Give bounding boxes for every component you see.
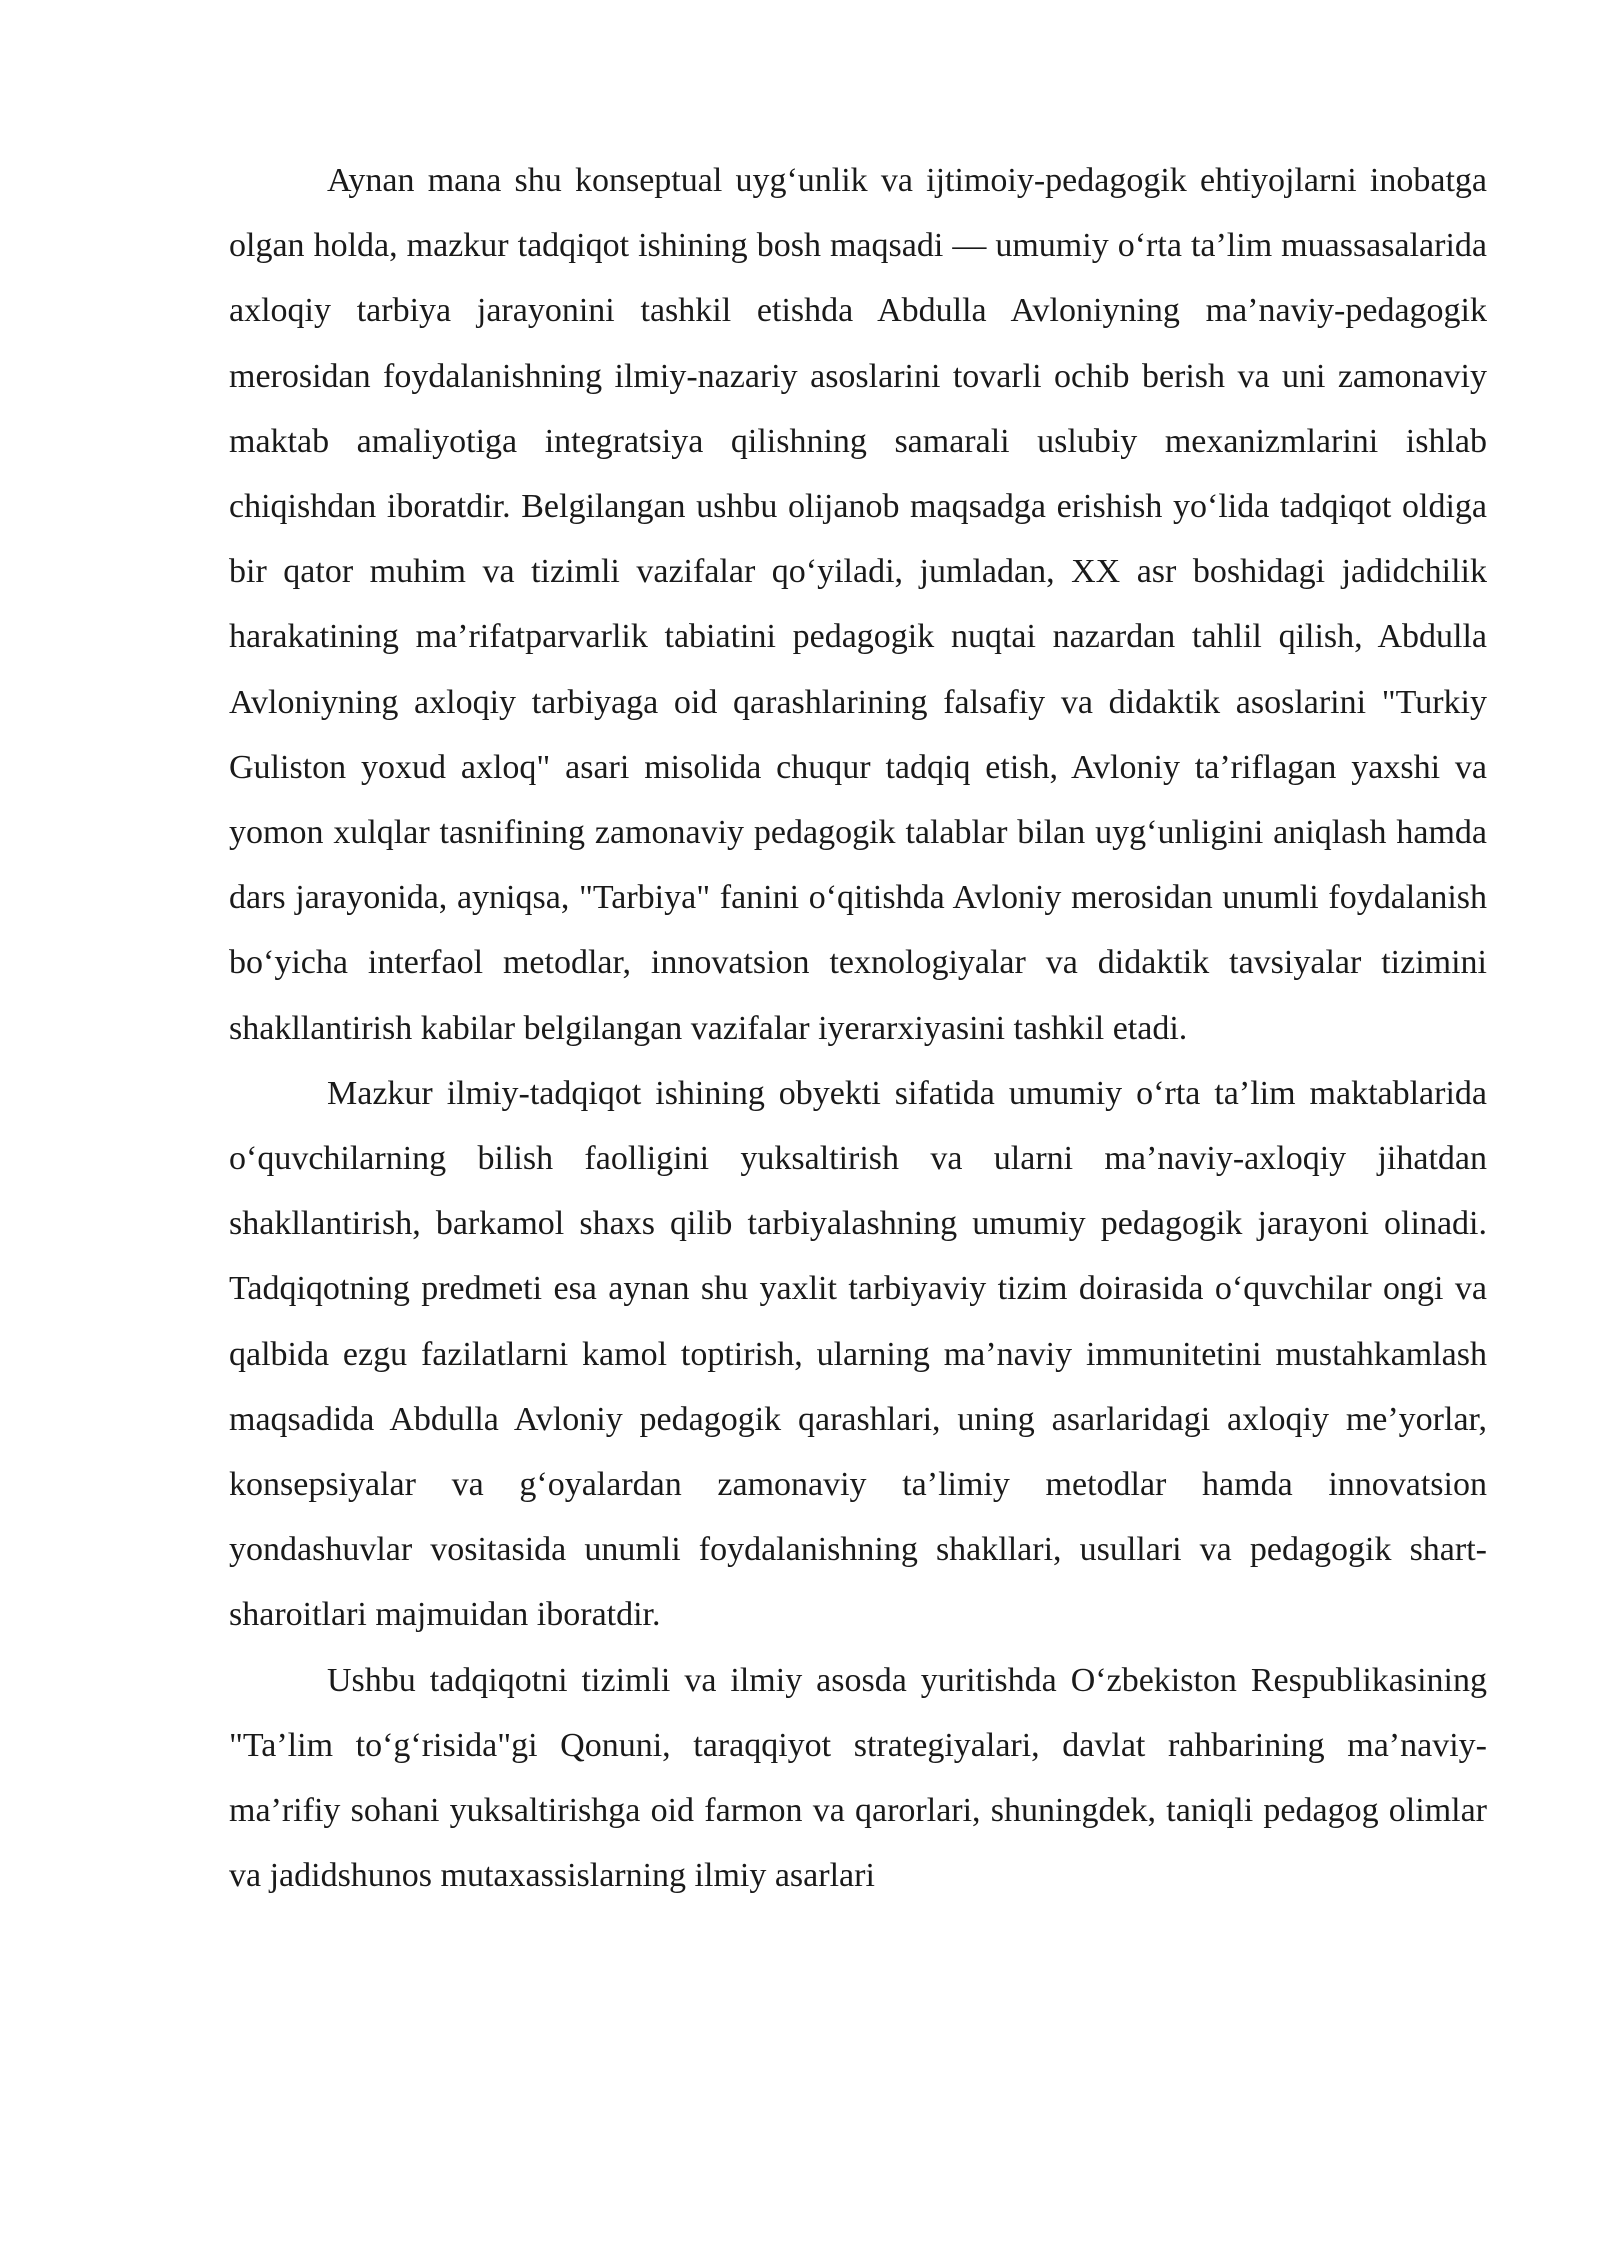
- paragraph-goal-and-tasks: Aynan mana shu konseptual uyg‘unlik va ijtimoiy-pedagogik ehtiyojlarni inobatga olgan holda, mazkur tadqiqot ishining bosh maqsadi — umumiy o‘rta ta’lim muassasalarida axloqiy tarbiya jarayonini tashkil etishda Abdulla Avloniyning ma’naviy-pedagogik merosidan foydalanishning ilmiy-nazariy asoslarini tovarli ochib berish va uni zamonaviy maktab amaliyotiga integratsiya qilishning samarali uslubiy mexanizmlarini ishlab chiqishdan iboratdir. Belgilangan ushbu olijanob maqsadga erishish yo‘lida tadqiqot oldiga bir qator muhim va tizimli vazifalar qo‘yiladi, jumladan, XX asr boshidagi jadidchilik harakatining ma’rifatparvarlik tabiatini pedagogik nuqtai nazardan tahlil qilish, Abdulla Avloniyning axloqiy tarbiyaga oid qarashlarining falsafiy va didaktik asoslarini "Turkiy Guliston yoxud axloq" asari misolida chuqur tadqiq etish, Avloniy ta’riflagan yaxshi va yomon xulqlar tasnifining zamonaviy pedagogik talablar bilan uyg‘unligini aniqlash hamda dars jarayonida, ayniqsa, "Tarbiya" fanini o‘qitishda Avloniy merosidan unumli foydalanish bo‘yicha interfaol metodlar, innovatsion texnologiyalar va didaktik tavsiyalar tizimini shakllantirish kabilar belgilangan vazifalar iyerarxiyasini tashkil etadi.: [229, 162, 1487, 1047]
- paragraph-methodological-basis: Ushbu tadqiqotni tizimli va ilmiy asosda yuritishda O‘zbekiston Respublikasining "Ta’lim to‘g‘risida"gi Qonuni, taraqqiyot strategiyalari, davlat rahbarining ma’naviy-ma’rifiy sohani yuksaltirishga oid farmon va qarorlari, shuningdek, taniqli pedagog olimlar va jadidshunos mutaxassislarning ilmiy asarlari: [229, 1661, 1487, 1895]
- paragraph-object-and-subject: Mazkur ilmiy-tadqiqot ishining obyekti sifatida umumiy o‘rta ta’lim maktablarida o‘quvchilarning bilish faolligini yuksaltirish va ularni ma’naviy-axloqiy jihatdan shakllantirish, barkamol shaxs qilib tarbiyalashning umumiy pedagogik jarayoni olinadi. Tadqiqotning predmeti esa aynan shu yaxlit tarbiyaviy tizim doirasida o‘quvchilar ongi va qalbida ezgu fazilatlarni kamol toptirish, ularning ma’naviy immunitetini mustahkamlash maqsadida Abdulla Avloniy pedagogik qarashlari, uning asarlaridagi axloqiy me’yorlar, konsepsiyalar va g‘oyalardan zamonaviy ta’limiy metodlar hamda innovatsion yondashuvlar vositasida unumli foydalanishning shakllari, usullari va pedagogik shart-sharoitlari majmuidan iboratdir.: [229, 1074, 1487, 1634]
- body-text: [229, 148, 1487, 1908]
